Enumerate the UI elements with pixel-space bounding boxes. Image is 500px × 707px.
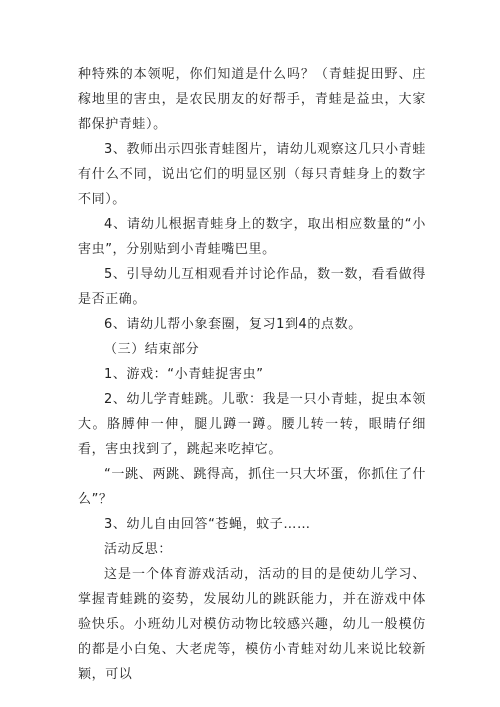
paragraph-step-6: 6、请幼儿帮小象套圈，复习1到4的点数。 (104, 317, 362, 332)
paragraph-frog-jump: 2、幼儿学青蛙跳。儿歌：我是一只小青蛙，捉虫本领大。胳膊伸一伸，腿儿蹲一蹲。腰儿转一转，眼睛仔细看，害虫找到了，跳起来吃掉它。 (78, 392, 426, 457)
section-heading-ending: （三）结束部分 (104, 342, 200, 357)
paragraph-answer: 3、幼儿自由回答“苍蝇，蚊子…… (104, 517, 311, 532)
paragraph-reflection: 这是一个体育游戏活动，活动的目的是使幼儿学习、掌握青蛙跳的姿势，发展幼儿的跳跃能力，并在游戏中体验快乐。小班幼儿对模仿动物比较感兴趣，幼儿一般模仿的都是小白兔、大老虎等，模仿小青蛙对幼儿来说比较新颖，可以 (78, 567, 426, 682)
paragraph-chant: “一跳、两跳、跳得高，抓住一只大坏蛋，你抓住了什么”？ (78, 467, 426, 507)
paragraph-step-3: 3、教师出示四张青蛙图片，请幼儿观察这几只小青蛙有什么不同，说出它们的明显区别（每只青蛙身上的数字不同）。 (78, 142, 426, 207)
paragraph-step-5: 5、引导幼儿互相观看并讨论作品，数一数，看看做得是否正确。 (78, 267, 426, 307)
paragraph-game: 1、游戏：“小青蛙捉害虫” (104, 367, 264, 382)
reflection-heading: 活动反思： (104, 542, 173, 557)
paragraph-step-4: 4、请幼儿根据青蛙身上的数字，取出相应数量的“小害虫”，分别贴到小青蛙嘴巴里。 (78, 217, 426, 257)
paragraph-continuation: 种特殊的本领呢，你们知道是什么吗？（青蛙捉田野、庄稼地里的害虫，是农民朋友的好帮手，青蛙是益虫，大家都保护青蛙）。 (78, 67, 426, 132)
